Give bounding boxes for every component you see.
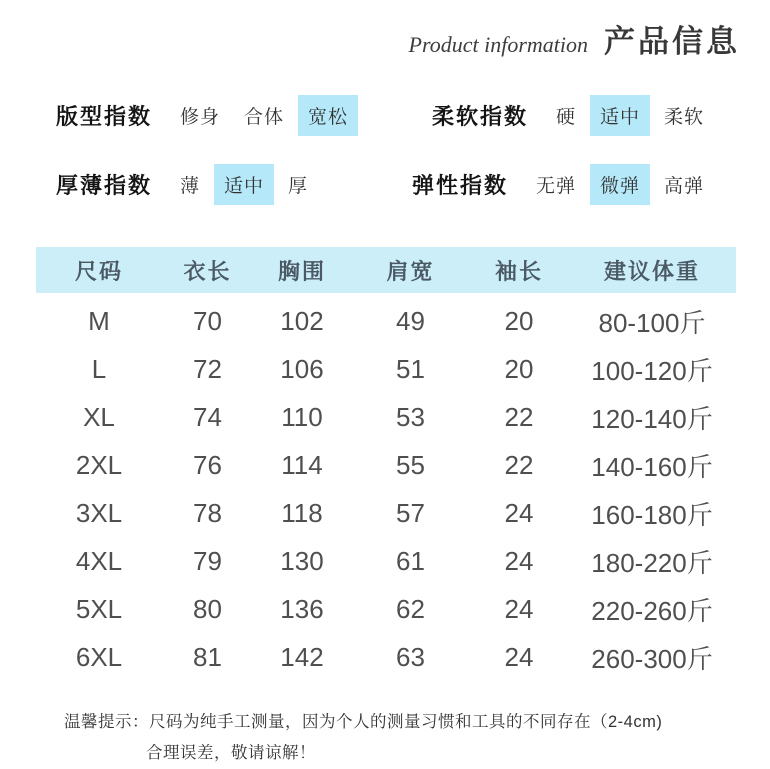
value-cell: 106: [280, 353, 324, 384]
index-option: 薄: [180, 176, 201, 197]
value-cell: 79: [193, 545, 222, 576]
value-cell: 220-260斤: [591, 595, 713, 626]
index-option-selected: 适中: [590, 95, 650, 136]
size-cell: L: [91, 353, 107, 384]
index-label: 弹性指数: [411, 173, 508, 198]
value-cell: 78: [193, 497, 222, 528]
size-table: [36, 247, 736, 681]
value-cell: 24: [504, 497, 534, 528]
size-cell: M: [88, 305, 110, 336]
table-row: [36, 297, 736, 345]
value-cell: 53: [396, 401, 425, 432]
value-cell: 140-160斤: [591, 451, 713, 482]
index-option: 无弹: [535, 176, 576, 197]
value-cell: 20: [504, 305, 534, 336]
value-cell: 142: [280, 641, 324, 672]
table-row: [36, 345, 736, 393]
value-cell: 81: [193, 641, 222, 672]
table-row: [36, 633, 736, 681]
value-cell: 24: [504, 593, 534, 624]
index-option-selected: 微弹: [590, 164, 650, 205]
size-cell: XL: [83, 401, 115, 432]
page-header: [0, 0, 770, 61]
disclaimer-line-2: 合理误差，敬请谅解！: [146, 744, 316, 762]
column-header: 胸围: [277, 258, 326, 284]
size-cell: 6XL: [75, 641, 123, 672]
value-cell: 24: [504, 545, 534, 576]
size-table-header-row: [36, 247, 736, 293]
size-cell: 2XL: [75, 449, 123, 480]
value-cell: 80-100斤: [598, 307, 706, 338]
index-option: 修身: [180, 107, 221, 128]
index-label: 柔软指数: [431, 104, 528, 129]
index-option: 高弹: [663, 176, 704, 197]
table-row: [36, 585, 736, 633]
index-option: 硬: [555, 107, 576, 128]
disclaimer-line-1: 温馨提示：尺码为纯手工测量，因为个人的测量习惯和工具的不同存在（2-4cm): [64, 713, 663, 731]
index-label: 厚薄指数: [56, 173, 153, 198]
table-row: [36, 537, 736, 585]
table-row: [36, 441, 736, 489]
value-cell: 76: [193, 449, 222, 480]
value-cell: 55: [396, 449, 425, 480]
value-cell: 22: [504, 401, 534, 432]
index-option: 厚: [288, 176, 309, 197]
size-cell: 5XL: [75, 593, 123, 624]
value-cell: 51: [396, 353, 425, 384]
value-cell: 61: [396, 545, 425, 576]
size-cell: 4XL: [75, 545, 123, 576]
header-subtitle-en: Product information: [408, 32, 588, 57]
value-cell: 114: [281, 449, 323, 480]
column-header: 肩宽: [386, 258, 435, 284]
index-group-left: [56, 95, 358, 136]
index-label: 版型指数: [56, 104, 153, 129]
index-group-right: [412, 164, 714, 205]
value-cell: 260-300斤: [591, 643, 713, 674]
column-header: 尺码: [74, 258, 123, 284]
index-group-right: [432, 95, 714, 136]
size-table-body: [36, 293, 736, 681]
value-cell: 136: [280, 593, 324, 624]
table-row: [36, 393, 736, 441]
table-row: [36, 489, 736, 537]
index-option: 合体: [244, 107, 285, 128]
value-cell: 57: [396, 497, 425, 528]
column-header: 衣长: [183, 258, 232, 284]
value-cell: 118: [281, 497, 323, 528]
value-cell: 160-180斤: [591, 499, 713, 530]
index-row: [56, 164, 714, 205]
value-cell: 24: [504, 641, 534, 672]
size-cell: 3XL: [75, 497, 123, 528]
column-header: 袖长: [494, 258, 543, 284]
value-cell: 100-120斤: [591, 355, 713, 386]
column-header: 建议体重: [603, 258, 700, 284]
value-cell: 63: [396, 641, 425, 672]
value-cell: 70: [193, 305, 222, 336]
value-cell: 62: [396, 593, 425, 624]
value-cell: 80: [193, 593, 222, 624]
disclaimer-note: [64, 707, 770, 769]
index-option-selected: 宽松: [298, 95, 358, 136]
fabric-index-section: [56, 95, 714, 205]
index-row: [56, 95, 714, 136]
page-title: 产品信息: [604, 24, 740, 59]
value-cell: 22: [504, 449, 534, 480]
value-cell: 49: [396, 305, 425, 336]
value-cell: 72: [193, 353, 222, 384]
value-cell: 74: [193, 401, 222, 432]
value-cell: 20: [504, 353, 534, 384]
value-cell: 110: [281, 401, 323, 432]
index-option: 柔软: [663, 107, 704, 128]
index-group-left: [56, 164, 318, 205]
value-cell: 130: [280, 545, 324, 576]
value-cell: 102: [280, 305, 324, 336]
index-option-selected: 适中: [214, 164, 274, 205]
value-cell: 180-220斤: [591, 547, 713, 578]
value-cell: 120-140斤: [591, 403, 713, 434]
